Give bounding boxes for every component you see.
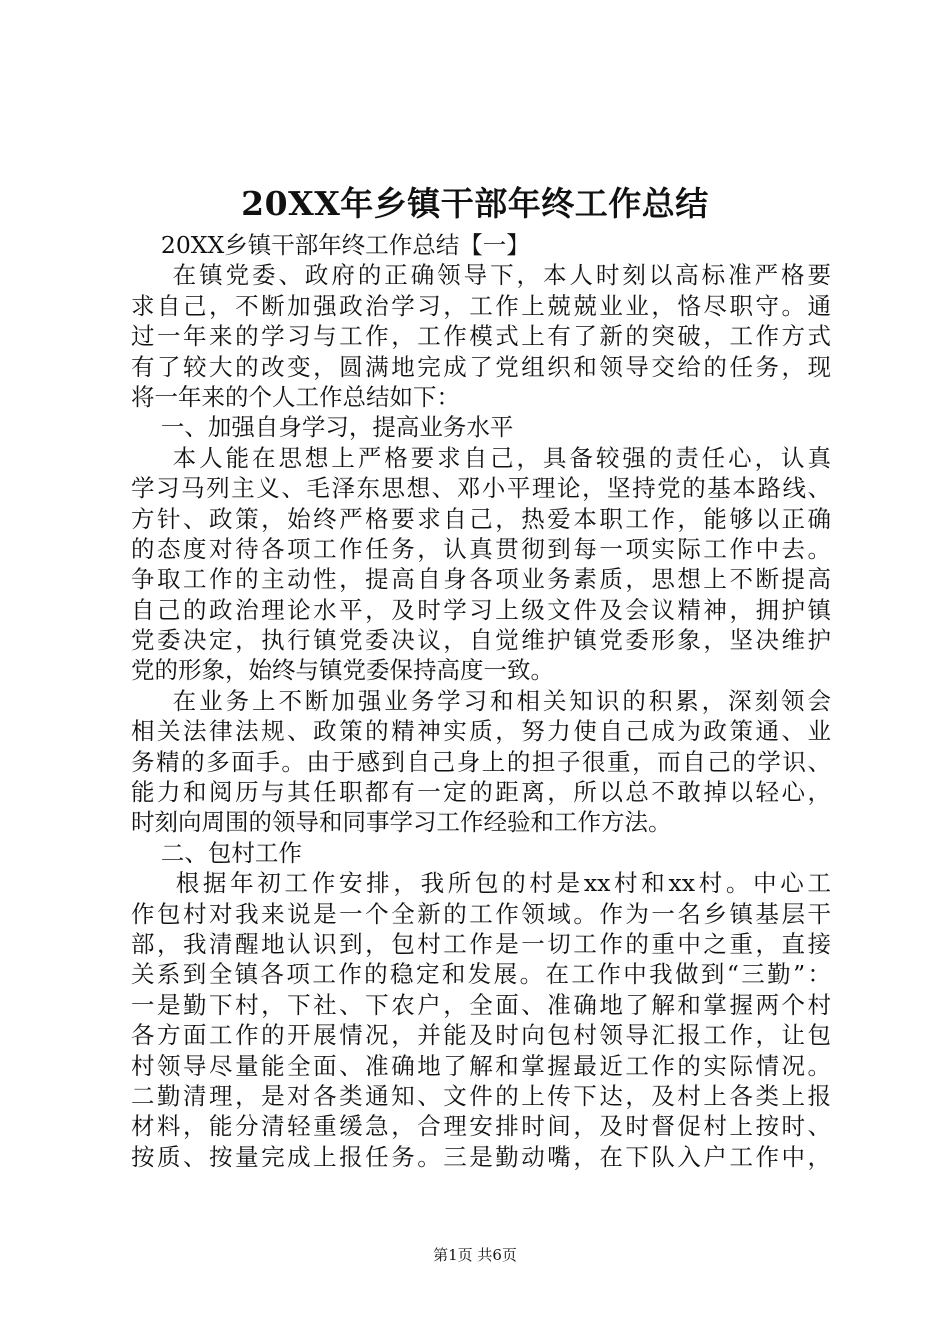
body-line: 作包村对我来说是一个全新的工作领域。作为一名乡镇基层干 — [131, 899, 831, 928]
body-line: 能力和阅历与其任职都有一定的距离，所以总不敢掉以轻心， — [131, 778, 831, 807]
body-line: 学习马列主义、毛泽东思想、邓小平理论，坚持党的基本路线、 — [131, 474, 831, 503]
body-line: 各方面工作的开展情况，并能及时向包村领导汇报工作，让包 — [131, 1021, 831, 1050]
body-line: 相关法律法规、政策的精神实质，努力使自己成为政策通、业 — [131, 717, 831, 746]
body-line: 村领导尽量能全面、准确地了解和掌握最近工作的实际情况。 — [131, 1051, 831, 1080]
body-line: 争取工作的主动性，提高自身各项业务素质，思想上不断提高 — [131, 565, 831, 594]
body-line: 按质、按量完成上报任务。三是勤动嘴，在下队入户工作中， — [131, 1142, 831, 1171]
body-line: 二勤清理，是对各类通知、文件的上传下达，及村上各类上报 — [131, 1081, 831, 1110]
body-line: 求自己，不断加强政治学习，工作上兢兢业业，恪尽职守。通 — [131, 291, 831, 320]
body-line: 在业务上不断加强业务学习和相关知识的积累，深刻领会 — [131, 686, 831, 715]
body-line: 在镇党委、政府的正确领导下，本人时刻以高标准严格要 — [131, 261, 831, 290]
body-line: 20XX乡镇干部年终工作总结【一】 — [131, 231, 530, 259]
body-line: 过一年来的学习与工作，工作模式上有了新的突破，工作方式 — [131, 322, 831, 351]
body-line: 时刻向周围的领导和同事学习工作经验和工作方法。 — [131, 808, 672, 837]
body-line: 务精的多面手。由于感到自己身上的担子很重，而自己的学识、 — [131, 747, 831, 776]
body-line: 根据年初工作安排，我所包的村是xx村和xx村。中心工 — [131, 869, 831, 898]
body-line: 材料，能分清轻重缓急，合理安排时间，及时督促村上按时、 — [131, 1112, 831, 1141]
body-line: 二、包村工作 — [131, 838, 302, 867]
body-line: 一、加强自身学习，提高业务水平 — [131, 413, 514, 442]
body-line: 有了较大的改变，圆满地完成了党组织和领导交给的任务，现 — [131, 352, 831, 381]
body-line: 党委决定，执行镇党委决议，自觉维护镇党委形象，坚决维护 — [131, 626, 831, 655]
body-line: 将一年来的个人工作总结如下： — [131, 382, 460, 411]
body-line: 关系到全镇各项工作的稳定和发展。在工作中我做到“三勤”： — [131, 960, 831, 989]
page-footer: 第1页 共6页 — [433, 1246, 517, 1264]
document-title: 20XX年乡镇干部年终工作总结 — [241, 184, 709, 223]
body-line: 自己的政治理论水平，及时学习上级文件及会议精神，拥护镇 — [131, 595, 831, 624]
body-line: 方针、政策，始终严格要求自己，热爱本职工作，能够以正确 — [131, 504, 831, 533]
body-line: 部，我清醒地认识到，包村工作是一切工作的重中之重，直接 — [131, 929, 831, 958]
body-line: 本人能在思想上严格要求自己，具备较强的责任心，认真 — [131, 443, 831, 472]
document-body — [131, 230, 831, 1172]
body-line: 党的形象，始终与镇党委保持高度一致。 — [131, 656, 554, 685]
body-line: 的态度对待各项工作任务，认真贯彻到每一项实际工作中去。 — [131, 534, 831, 563]
body-line: 一是勤下村，下社、下农户，全面、准确地了解和掌握两个村 — [131, 990, 831, 1019]
